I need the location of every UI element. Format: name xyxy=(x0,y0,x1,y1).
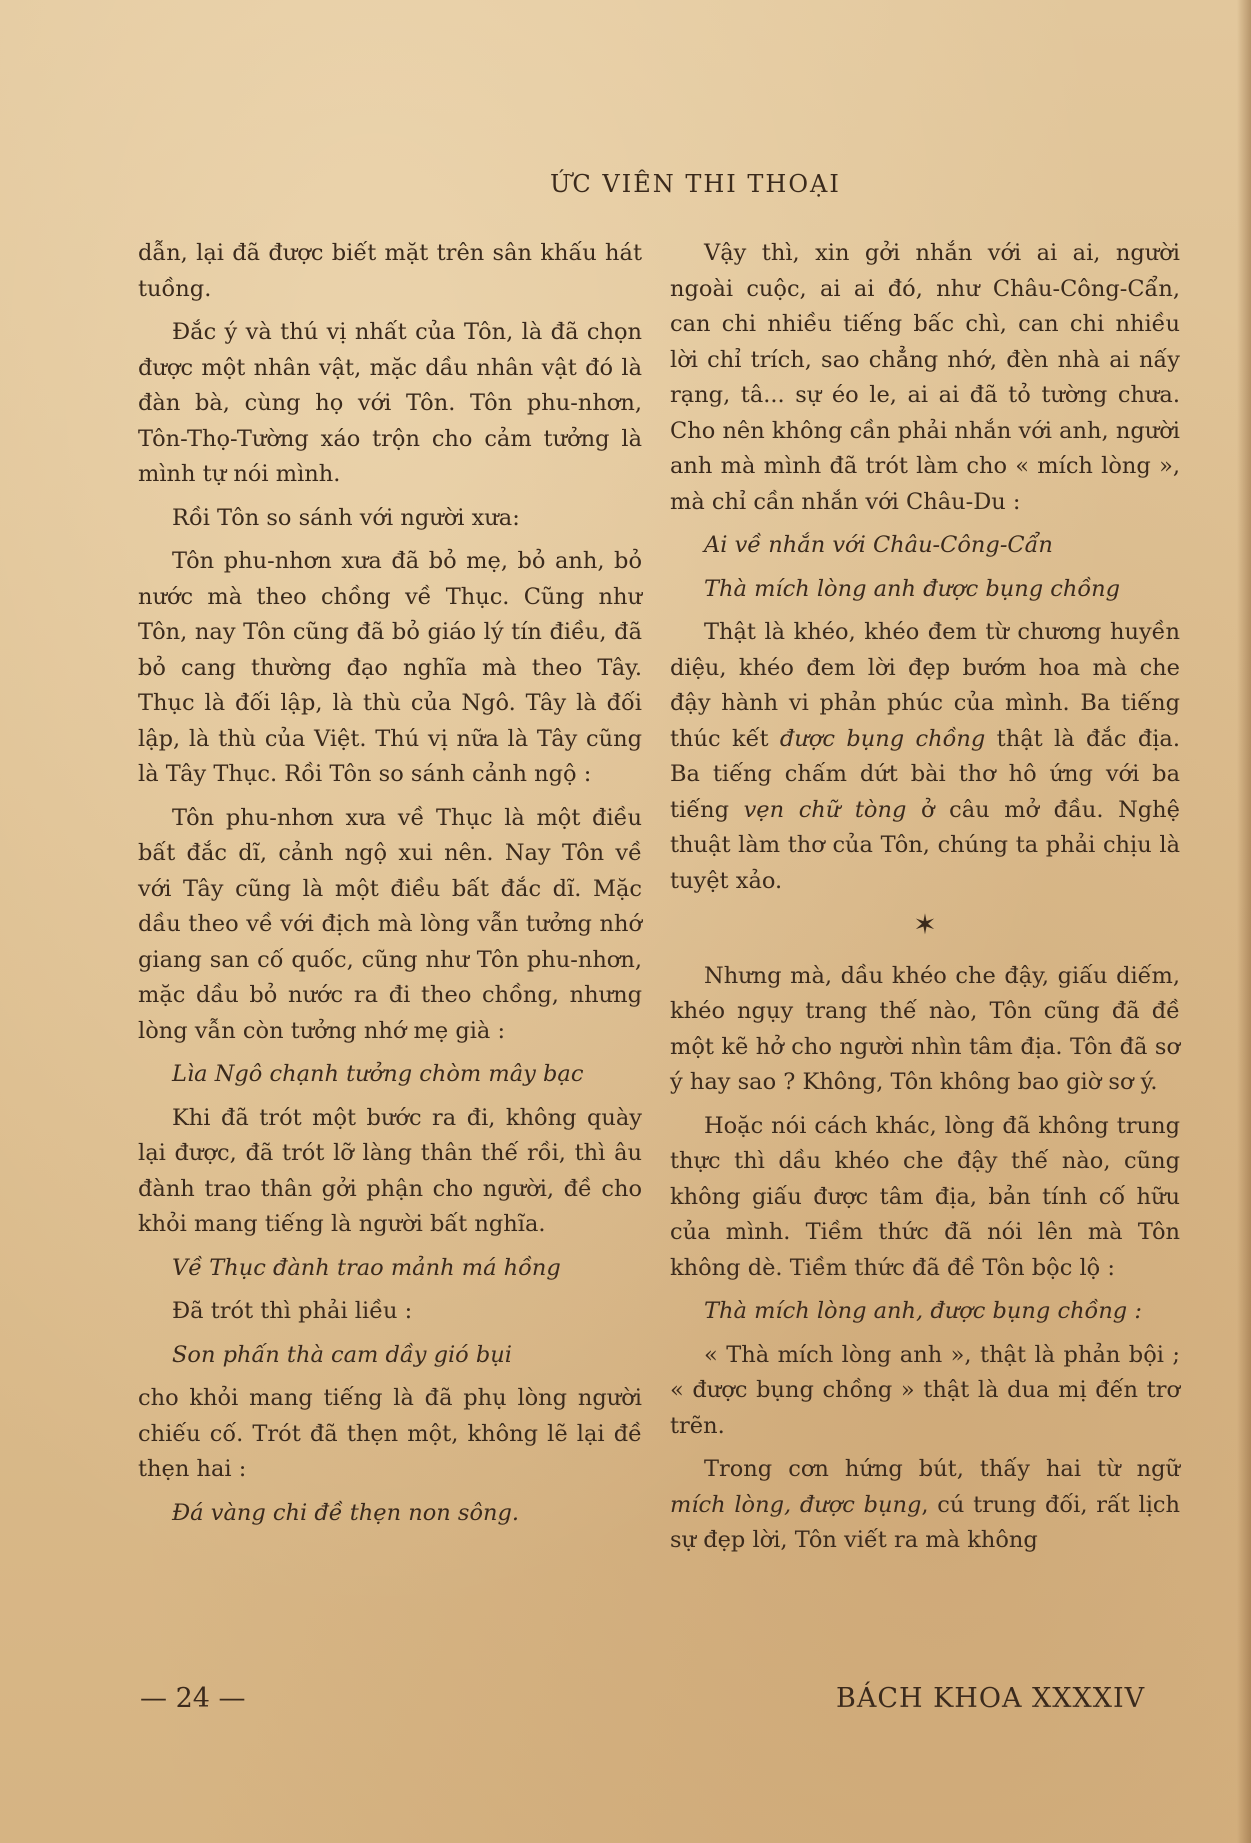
running-header: ỨC VIÊN THI THOẠI xyxy=(550,170,841,198)
paragraph: Rồi Tôn so sánh với người xưa: xyxy=(172,504,520,531)
paragraph xyxy=(670,1452,1180,1559)
paragraph: Khi đã trót một bước ra đi, không quày lại được, đã trót lỡ làng thân thế rồi, thì âu đành trao thân gởi phận cho người, đề cho khỏi mang tiếng là người bất nghĩa. xyxy=(138,1104,642,1237)
right-column xyxy=(670,236,1180,1567)
emphasis-text: được bụng chồng xyxy=(779,725,986,752)
paragraph: cho khỏi mang tiếng là đã phụ lòng người chiếu cố. Trót đã thẹn một, không lẽ lại đề thẹn hai : xyxy=(138,1385,642,1482)
text-run: Trong cơn hứng bút, thấy hai từ ngữ xyxy=(704,1456,1180,1482)
text-run: ở câu mở đầu. Nghệ thuật làm thơ của Tôn, chúng ta phải chịu là tuyệt xảo. xyxy=(670,796,1180,894)
paragraph: Đã trót thì phải liều : xyxy=(172,1298,413,1324)
verse-line: Thà mích lòng anh được bụng chồng xyxy=(704,575,1121,602)
paragraph: Tôn phu-nhơn xưa về Thục là một điều bất đắc dĩ, cảnh ngộ xui nên. Nay Tôn về với Tây cũng là một điều bất đắc dĩ. Mặc dầu theo về với địch mà lòng vẫn tưởng nhớ giang san cố quốc, cũng như Tôn phu-nhơn, mặc dầu bỏ nước ra đi theo chồng, nhưng lòng vẫn còn tưởng nhớ mẹ già : xyxy=(138,804,642,1044)
verse-line: Đá vàng chi đề thẹn non sông. xyxy=(172,1499,520,1526)
verse-line: Về Thục đành trao mảnh má hồng xyxy=(172,1254,561,1281)
paragraph: Hoặc nói cách khác, lòng đã không trung thực thì dầu khéo che đậy thế nào, cũng không giấu được tâm địa, bản tính cố hữu của mình. Tiềm thức đã nói lên mà Tôn không dè. Tiềm thức đã đề Tôn bộc lộ : xyxy=(670,1112,1180,1281)
paragraph: Nhưng mà, dầu khéo che đậy, giấu diếm, khéo ngụy trang thế nào, Tôn cũng đã đề một kẽ hở cho người nhìn tâm địa. Tôn đã sơ ý hay sao ? Không, Tôn không bao giờ sơ ý. xyxy=(670,962,1180,1095)
section-star-icon: ✶ xyxy=(913,908,937,941)
verse-line: Thà mích lòng anh, được bụng chồng : xyxy=(704,1298,1142,1324)
page-number: — 24 — xyxy=(140,1683,246,1714)
verse-line: Lìa Ngô chạnh tưởng chòm mây bạc xyxy=(172,1061,584,1087)
paragraph: Tôn phu-nhơn xưa đã bỏ mẹ, bỏ anh, bỏ nước mà theo chồng về Thục. Cũng như Tôn, nay Tôn cũng đã bỏ giáo lý tín điều, đã bỏ cang thường đạo nghĩa mà theo Tây. Thục là đối lập, là thù của Ngô. Tây là đối lập, là thù của Việt. Thú vị nữa là Tây cũng là Tây Thục. Rồi Tôn so sánh cảnh ngộ : xyxy=(138,548,642,787)
verse-line: Ai về nhắn với Châu-Công-Cẩn xyxy=(704,532,1053,558)
emphasis-text: vẹn chữ tòng xyxy=(743,796,907,823)
paragraph: « Thà mích lòng anh », thật là phản bội ; « được bụng chồng » thật là dua mị đến trơ trẽn. xyxy=(670,1341,1180,1439)
text-run: thật là đắc địa. Ba tiếng chấm dứt bài thơ hô ứng với ba tiếng xyxy=(670,725,1181,823)
paragraph: Đắc ý và thú vị nhất của Tôn, là đã chọn được một nhân vật, mặc dầu nhân vật đó là đàn bà, cùng họ với Tôn. Tôn phu-nhơn, Tôn-Thọ-Tường xáo trộn cho cảm tưởng là mình tự nói mình. xyxy=(138,319,642,487)
text-run: , cú trung đối, rất lịch sự đẹp lời, Tôn viết ra mà không xyxy=(670,1491,1181,1553)
paragraph: dẫn, lại đã được biết mặt trên sân khấu hát tuồng. xyxy=(138,240,642,302)
page-edge-shadow xyxy=(1237,0,1251,1843)
paragraph xyxy=(670,615,1180,899)
verse-line: Son phấn thà cam dầy gió bụi xyxy=(172,1341,512,1368)
journal-name: BÁCH KHOA XXXXIV xyxy=(836,1683,1146,1714)
text-run: Thật là khéo, khéo đem từ chương huyền diệu, khéo đem lời đẹp bướm hoa mà che đậy hành vi phản phúc của mình. Ba tiếng thúc kết xyxy=(670,619,1180,752)
emphasis-text: mích lòng, được bụng xyxy=(670,1491,922,1518)
paragraph: Vậy thì, xin gởi nhắn với ai ai, người ngoài cuộc, ai ai đó, như Châu-Công-Cẩn, can chi nhiều tiếng bấc chì, can chi nhiều lời chỉ trích, sao chẳng nhớ, đèn nhà ai nấy rạng, tâ... sự éo le, ai ai đã tỏ tường chưa. Cho nên không cần phải nhắn với anh, người anh mà mình đã trót làm cho « mích lòng », mà chỉ cần nhắn với Châu-Du : xyxy=(670,240,1180,515)
left-column xyxy=(138,236,642,1539)
